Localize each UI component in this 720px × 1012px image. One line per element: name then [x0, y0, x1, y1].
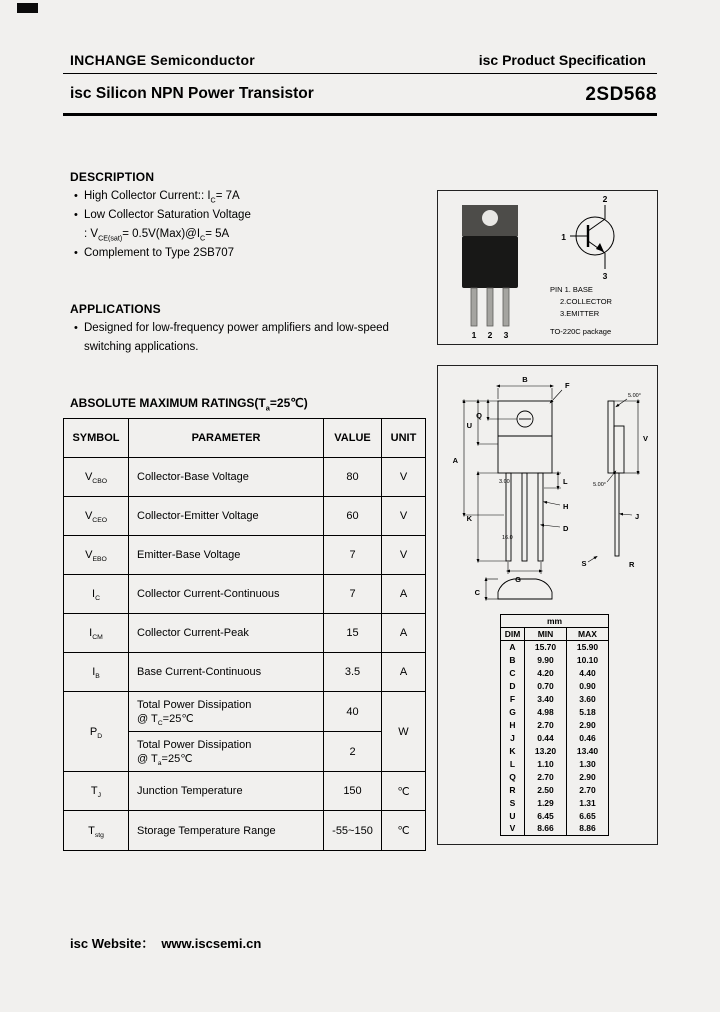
- dim-row: K 13.20 13.40: [501, 745, 609, 758]
- dim-letter-C: C: [474, 588, 480, 597]
- npn-transistor-symbol: [570, 205, 614, 269]
- parameter-cell: Total Power Dissipation @ $T_C=25℃$: [129, 692, 324, 732]
- dim-row: C 4.20 4.40: [501, 667, 609, 680]
- dim-letter-H: H: [563, 502, 569, 511]
- parameter-cell: Base Current-Continuous: [129, 653, 324, 692]
- applications-item: [70, 319, 389, 338]
- description-section: [70, 170, 251, 263]
- emitter-arrow-icon: [596, 243, 604, 252]
- dim-letter-B: B: [522, 375, 528, 384]
- side-view: [608, 401, 624, 556]
- dim-row: D 0.70 0.90: [501, 680, 609, 693]
- unit-cell: W: [382, 692, 426, 772]
- ratings-heading: ABSOLUTE MAXIMUM $RATINGS(T_a=25℃)$: [70, 396, 308, 413]
- value-cell: 150: [324, 772, 382, 811]
- value-cell: 80: [324, 458, 382, 497]
- outline-dimensions-figure: [437, 365, 658, 845]
- description-text: = 0.5V(Max)@I: [122, 228, 201, 240]
- subscript: a: [265, 403, 270, 413]
- col-header-parameter: PARAMETER: [129, 419, 324, 458]
- subscript: CE(sat): [98, 234, 123, 243]
- unit-cell: V: [382, 497, 426, 536]
- description-text: = 5A: [205, 228, 230, 240]
- value-cell: 7: [324, 536, 382, 575]
- dim-letter-L: L: [563, 477, 568, 486]
- value-cell: 3.5: [324, 653, 382, 692]
- isc-logo-text: isc: [478, 52, 499, 68]
- symbol-cell: $T_{stg}$: [64, 811, 129, 851]
- footer: [70, 933, 261, 952]
- unit-cell: A: [382, 653, 426, 692]
- unit-cell: A: [382, 575, 426, 614]
- applications-heading: APPLICATIONS: [70, 302, 161, 316]
- dimensions-table: [500, 614, 609, 836]
- description-text: : V: [84, 228, 99, 240]
- value-cell: 40: [324, 692, 382, 732]
- bottom-view-dimensions: [486, 579, 498, 599]
- isc-logo-text: isc: [70, 936, 89, 951]
- rating-row-icm: [64, 614, 426, 653]
- parameter-cell: Emitter-Base Voltage: [129, 536, 324, 575]
- company-name: INCHANGE Semiconductor: [70, 52, 255, 68]
- dim-letter-V: V: [643, 434, 649, 443]
- dim-letter-Q: Q: [476, 411, 482, 420]
- unit-cell: ℃: [382, 811, 426, 851]
- rating-row-ib: [64, 653, 426, 692]
- pin-number-3: 3: [503, 330, 509, 340]
- website-label: Website：: [88, 936, 155, 951]
- dim-row: L 1.10 1.30: [501, 758, 609, 771]
- dims-col-dim: DIM: [501, 628, 525, 641]
- bullet-icon: •: [74, 247, 78, 259]
- description-text: Low Collector Saturation Voltage: [84, 209, 251, 221]
- dims-unit-row: [501, 615, 609, 628]
- unit-cell: V: [382, 536, 426, 575]
- description-item: [70, 206, 251, 225]
- dims-col-min: MIN: [525, 628, 567, 641]
- description-item: [70, 225, 251, 244]
- symbol-cell: $I_B$: [64, 653, 129, 692]
- rating-row-tj: [64, 772, 426, 811]
- description-item: [70, 244, 251, 263]
- absolute-maximum-ratings-table: [63, 418, 426, 851]
- value-cell: 7: [324, 575, 382, 614]
- package-pinout-drawing: [438, 191, 657, 344]
- dim-row: S 1.29 1.31: [501, 797, 609, 810]
- dim-letter-D: D: [563, 524, 569, 533]
- rating-row-vebo: [64, 536, 426, 575]
- rating-row-vceo: [64, 497, 426, 536]
- value-cell: -55~150: [324, 811, 382, 851]
- title-rule: [63, 113, 657, 116]
- dim-letter-J: J: [635, 512, 640, 521]
- rating-row-tstg: [64, 811, 426, 851]
- title-bar: [70, 84, 657, 106]
- symbol-cell: $I_C$: [64, 575, 129, 614]
- parameter-cell: Collector-Emitter Voltage: [129, 497, 324, 536]
- dims-col-max: MAX: [567, 628, 609, 641]
- rating-row-vcbo: [64, 458, 426, 497]
- rating-row-pd-case: [64, 692, 426, 732]
- pin-number-1: 1: [471, 330, 477, 340]
- bullet-icon: •: [74, 209, 78, 221]
- package-pinout-figure: [437, 190, 658, 345]
- parameter-cell: Total Power Dissipation @ $T_a=25℃$: [129, 732, 324, 772]
- dim-row: H 2.70 2.90: [501, 719, 609, 732]
- parameter-cell: Storage Temperature Range: [129, 811, 324, 851]
- isc-logo-text: isc: [70, 85, 92, 102]
- unit-cell: ℃: [382, 772, 426, 811]
- applications-item: [70, 338, 389, 357]
- description-text: = 7A: [215, 190, 240, 202]
- dim-letter-K: K: [466, 514, 472, 523]
- unit-cell: A: [382, 614, 426, 653]
- pin-label-emitter: 3.EMITTER: [560, 309, 600, 318]
- product-title: [70, 85, 314, 106]
- symbol-pin-collector: 2: [602, 194, 608, 204]
- subscript: C: [200, 234, 206, 243]
- applications-section: [70, 302, 389, 357]
- lead-length-label: 16.0: [502, 535, 513, 541]
- dim-row: Q 2.70 2.90: [501, 771, 609, 784]
- dim-letter-S: S: [581, 559, 587, 568]
- parameter-cell: Collector Current-Continuous: [129, 575, 324, 614]
- col-header-value: VALUE: [324, 419, 382, 458]
- col-header-symbol: SYMBOL: [64, 419, 129, 458]
- parameter-cell: Collector Current-Peak: [129, 614, 324, 653]
- symbol-cell: $V_{CBO}$: [64, 458, 129, 497]
- page-header: [70, 52, 646, 68]
- header-rule: [63, 73, 657, 74]
- ratings-header-row: [64, 419, 426, 458]
- dim-row: F 3.40 3.60: [501, 693, 609, 706]
- value-cell: 60: [324, 497, 382, 536]
- dim-letter-R: R: [629, 560, 635, 569]
- hole-diameter-label: 3.00: [499, 479, 510, 485]
- col-header-unit: UNIT: [382, 419, 426, 458]
- dim-row: R 2.50 2.70: [501, 784, 609, 797]
- bullet-icon: •: [74, 190, 78, 202]
- symbol-cell: $I_{CM}$: [64, 614, 129, 653]
- scan-artifact-mark: [17, 3, 38, 13]
- symbol-cell: $P_D$: [64, 692, 129, 772]
- dim-row: U 6.45 6.65: [501, 810, 609, 823]
- part-number: 2SD568: [585, 84, 657, 105]
- pin-label-collector: 2.COLLECTOR: [560, 297, 612, 306]
- symbol-cell: $V_{EBO}$: [64, 536, 129, 575]
- spec-title-rest: Product Specification: [498, 52, 646, 68]
- bottom-view: [498, 579, 552, 599]
- dim-row: A 15.70 15.90: [501, 641, 609, 654]
- parameter-cell: Collector-Base Voltage: [129, 458, 324, 497]
- applications-text: Designed for low-frequency power amplifiers and low-speed: [84, 322, 389, 334]
- pin-label-base: PIN 1. BASE: [550, 285, 593, 294]
- package-photo: [462, 205, 518, 326]
- dim-row: B 9.90 10.10: [501, 654, 609, 667]
- dims-header-row: [501, 628, 609, 641]
- applications-text: switching applications.: [84, 341, 199, 353]
- symbol-pin-base: 1: [561, 232, 566, 242]
- subscript: C: [210, 196, 216, 205]
- symbol-cell: $V_{CEO}$: [64, 497, 129, 536]
- angle-label-top: 5.00°: [628, 393, 641, 399]
- value-cell: 2: [324, 732, 382, 772]
- dim-letter-U: U: [466, 421, 472, 430]
- bullet-icon: •: [74, 322, 78, 334]
- symbol-cell: $T_J$: [64, 772, 129, 811]
- parameter-cell: Junction Temperature: [129, 772, 324, 811]
- pin-number-2: 2: [487, 330, 493, 340]
- description-heading: DESCRIPTION: [70, 170, 155, 184]
- dim-row: G 4.98 5.18: [501, 706, 609, 719]
- dim-letter-F: F: [565, 381, 570, 390]
- package-type-label: TO-220C package: [550, 327, 612, 336]
- value-cell: 15: [324, 614, 382, 653]
- product-title-rest: Silicon NPN Power Transistor: [91, 85, 314, 102]
- description-text: Complement to Type 2SB707: [84, 247, 235, 259]
- dim-row: J 0.44 0.46: [501, 732, 609, 745]
- dim-letter-G: G: [515, 575, 521, 584]
- unit-header: mm: [501, 615, 609, 628]
- rating-row-ic: [64, 575, 426, 614]
- website-url: www.iscsemi.cn: [161, 936, 262, 951]
- description-item: [70, 187, 251, 206]
- description-text: High Collector Current:: I: [84, 190, 211, 202]
- spec-title: [479, 52, 646, 68]
- angle-label-mid: 5.00°: [593, 482, 606, 488]
- dim-row: V 8.66 8.86: [501, 823, 609, 836]
- dim-letter-A: A: [452, 456, 458, 465]
- unit-cell: V: [382, 458, 426, 497]
- symbol-pin-emitter: 3: [602, 271, 608, 281]
